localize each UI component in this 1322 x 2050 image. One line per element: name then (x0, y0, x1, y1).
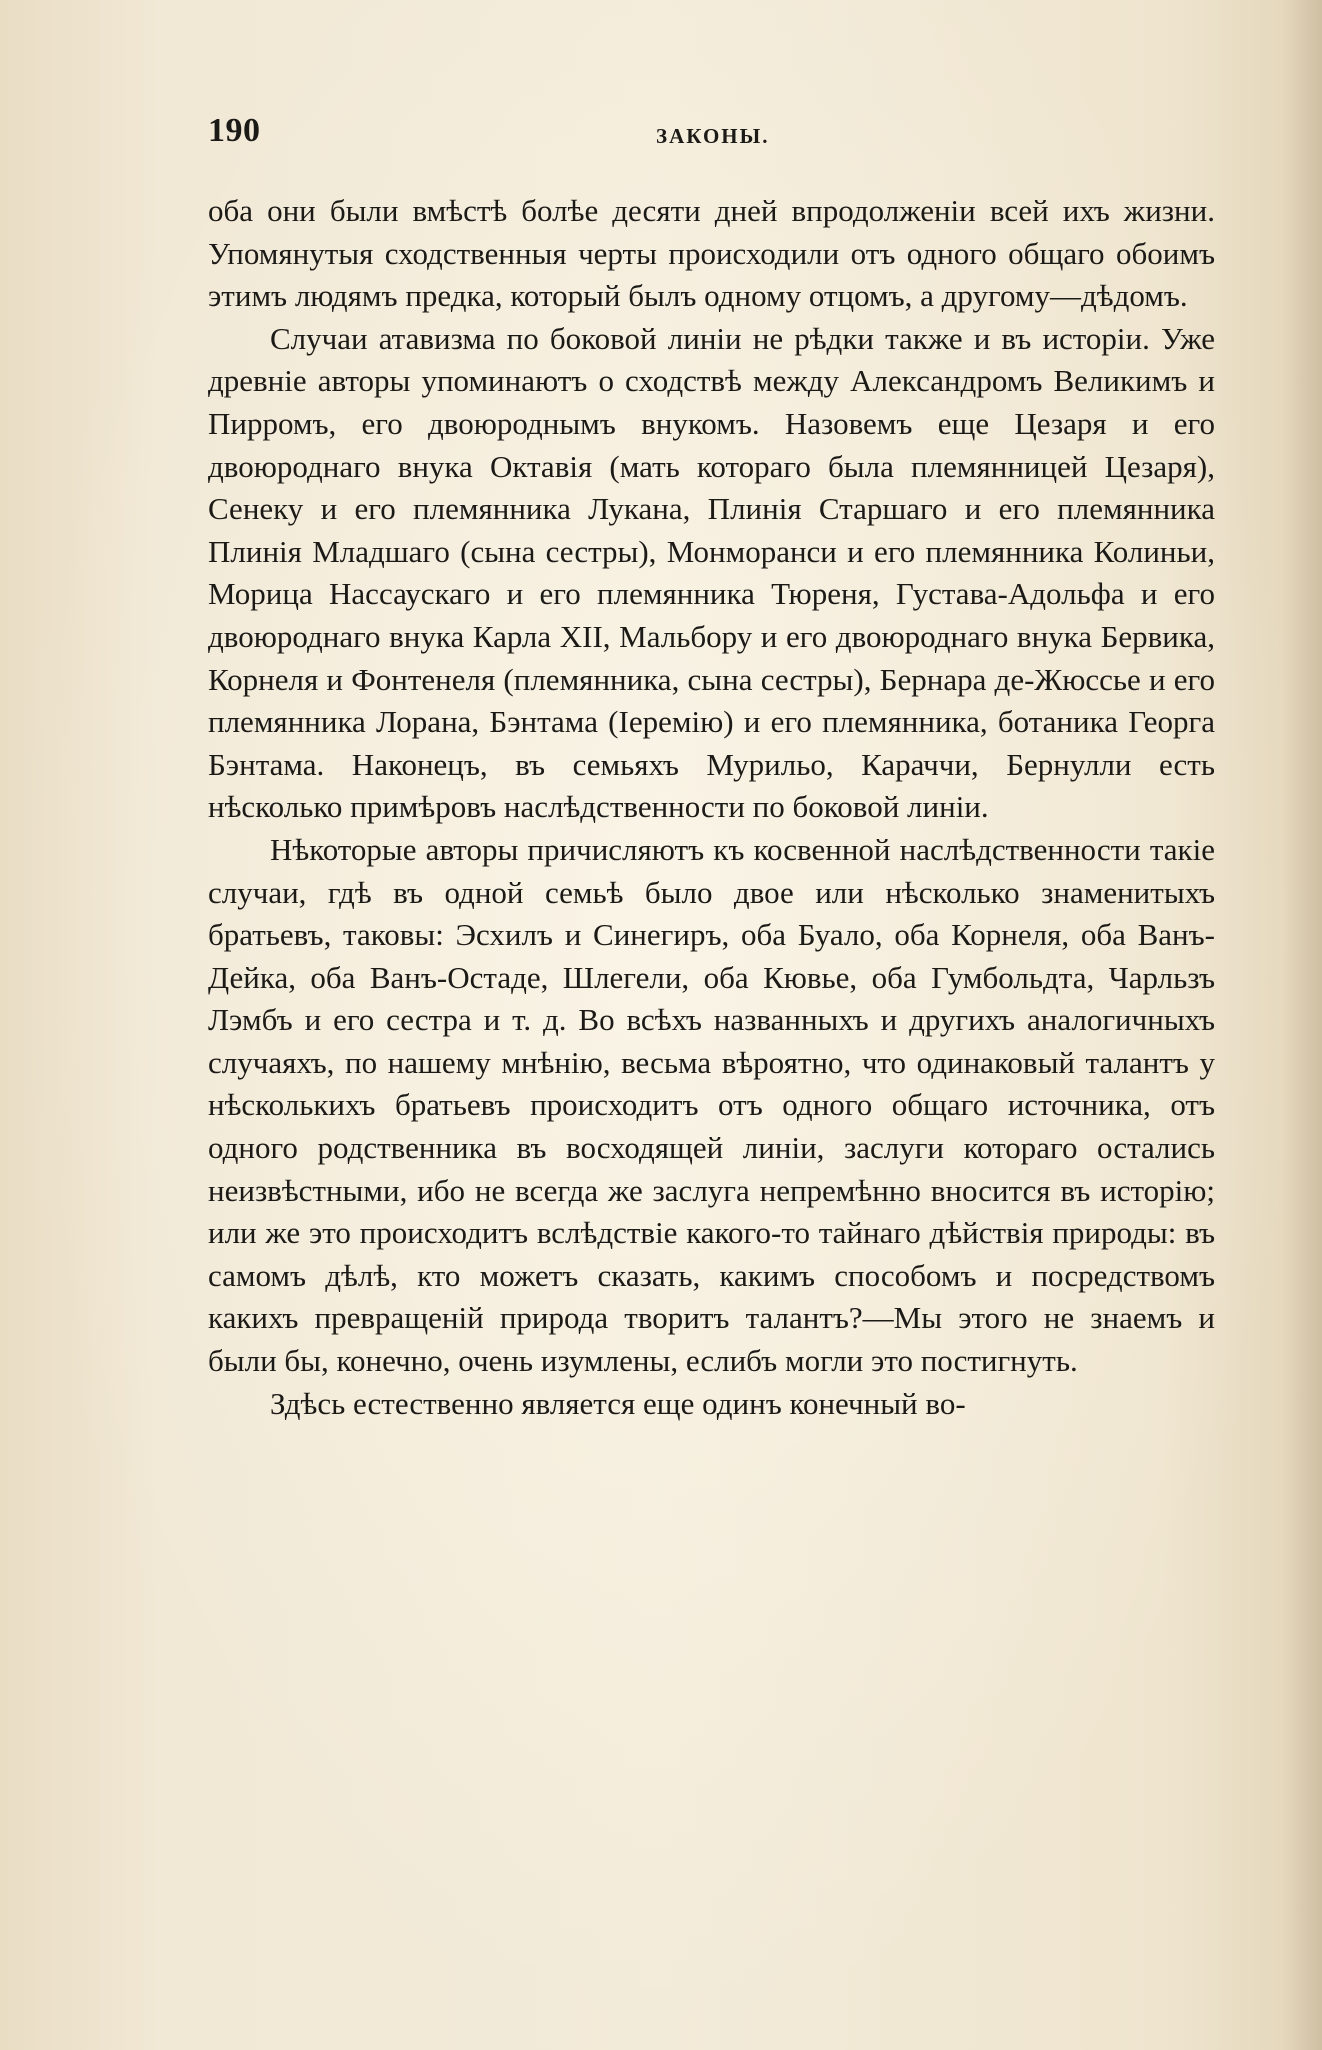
body-text (208, 190, 1215, 1425)
page-shadow-edge (1282, 0, 1322, 2050)
paragraph-atavism: Случаи атавизма по боковой линіи не рѣдки также и въ исторіи. Уже древніе авторы упоминаютъ о сходствѣ между Александромъ Великимъ и Пирромъ, его двоюроднымъ внукомъ. Назовемъ еще Цезаря и его двоюроднаго внука Октавія (мать котораго была племянницей Цезаря), Сенеку и его племянника Лукана, Плинія Старшаго и его племянника Плинія Младшаго (сына сестры), Монморанси и его племянника Колиньи, Морица Нассаускаго и его племянника Тюреня, Густава-Адольфа и его двоюроднаго внука Карла XII, Мальбору и его двоюроднаго внука Бервика, Корнеля и Фонтенеля (племянника, сына сестры), Бернара де-Жюссье и его племянника Лорана, Бэнтама (Іеремію) и его племянника, ботаника Георга Бэнтама. Наконецъ, въ семьяхъ Мурильо, Караччи, Бернулли есть нѣсколько примѣровъ наслѣдственности по боковой линіи. (208, 320, 1215, 825)
paragraph-continued: оба они были вмѣстѣ болѣе десяти дней впродолженіи всей ихъ жизни. Упомянутыя сходственныя черты происходили отъ одного общаго обоимъ этимъ людямъ предка, который былъ одному отцомъ, а другому—дѣдомъ. (208, 193, 1215, 314)
running-title: ЗАКОНЫ. (656, 124, 770, 148)
paragraph-final: Здѣсь естественно является еще одинъ конечный во- (270, 1385, 966, 1421)
page-header (208, 112, 1218, 162)
paragraph-indirect-heredity: Нѣкоторые авторы причисляютъ къ косвенной наслѣдственности такіе случаи, гдѣ въ одной семьѣ было двое или нѣсколько знаменитыхъ братьевъ, таковы: Эсхилъ и Синегиръ, оба Буало, оба Корнеля, оба Ванъ-Дейка, оба Ванъ-Остаде, Шлегели, оба Кювье, оба Гумбольдта, Чарльзъ Лэмбъ и его сестра и т. д. Во всѣхъ названныхъ и другихъ аналогичныхъ случаяхъ, по нашему мнѣнію, весьма вѣроятно, что одинаковый талантъ у нѣсколькихъ братьевъ происходитъ отъ одного общаго источника, отъ одного родственника въ восходящей линіи, заслуги котораго остались неизвѣстными, ибо не всегда же заслуга непремѣнно вносится въ исторію; или же это происходитъ вслѣдствіе какого-то тайнаго дѣйствія природы: въ самомъ дѣлѣ, кто можетъ сказать, какимъ способомъ и посредствомъ какихъ превращеній природа творитъ талантъ?—Мы этого не знаемъ и были бы, конечно, очень изумлены, еслибъ могли это постигнуть. (208, 831, 1215, 1379)
page-number: 190 (208, 112, 261, 149)
